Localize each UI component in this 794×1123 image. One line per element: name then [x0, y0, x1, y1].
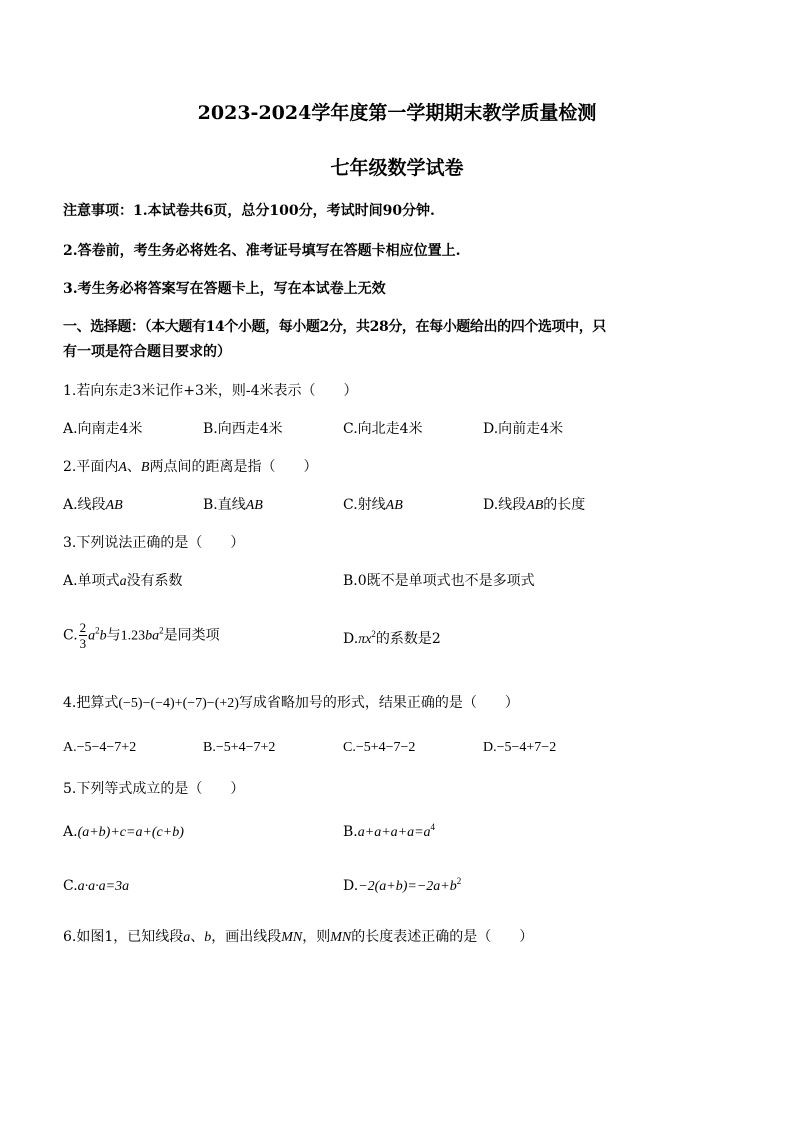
- q1-option-a: A.向南走4米: [63, 421, 143, 437]
- exam-subtitle: 七年级数学试卷: [330, 157, 464, 179]
- term-a: a: [88, 628, 96, 644]
- q4-option-d: D.−5−4+7−2: [483, 740, 557, 755]
- question-4-stem: [63, 692, 519, 712]
- note-3: 3.考生务必将答案写在答题卡上，写在本试卷上无效: [63, 281, 386, 297]
- q6-mid: ，画出线段: [211, 929, 282, 945]
- q4-stem-post: 写成省略加号的形式，结果正确的是（ ）: [238, 695, 519, 711]
- question-3-stem: 3.下列说法正确的是（ ）: [63, 535, 245, 551]
- q5-option-a-label: A.: [63, 824, 78, 840]
- exponent-2b: 2: [159, 625, 164, 636]
- q3-option-a-pre: A.单项式: [63, 573, 120, 589]
- q5-option-d-label: D.: [343, 878, 359, 894]
- q3-option-c-pre: C.: [63, 627, 78, 644]
- q3-option-c-post: 是同类项: [163, 627, 220, 644]
- exponent-2: 2: [95, 625, 100, 636]
- line-ab: AB: [245, 498, 263, 513]
- point-b-label: B: [140, 460, 150, 475]
- q2-option-c-text: C.射线: [343, 497, 386, 513]
- fraction-two-thirds: [79, 620, 88, 651]
- q1-option-c: C.向北走4米: [343, 421, 423, 437]
- question-1-stem: 1.若向东走3米记作+3米，则-4米表示（ ）: [63, 383, 358, 399]
- q3-option-d-post: 的系数是2: [375, 631, 441, 647]
- segment-ab-length: AB: [526, 498, 544, 513]
- term-b: b: [99, 628, 107, 644]
- section-heading-line2: 有一项是符合题目要求的）: [63, 344, 231, 360]
- note-1: 注意事项：1.本试卷共6页，总分100分，考试时间90分钟.: [63, 203, 435, 219]
- q6-stem-pre: 6.如图1，已知线段: [63, 929, 184, 945]
- q4-option-a: A.−5−4−7+2: [63, 740, 137, 755]
- q3-option-c-mid: 与: [106, 627, 121, 644]
- q3-option-c: [63, 620, 220, 651]
- q2-option-d: [483, 494, 585, 514]
- segment-a: a: [183, 930, 191, 945]
- q4-expression: (−5)−(−4)+(−7)−(+2): [118, 696, 239, 711]
- q3-option-d-pre: D.: [343, 631, 359, 647]
- q1-option-d: D.向前走4米: [483, 421, 564, 437]
- segment-b: b: [204, 930, 212, 945]
- q2-option-b-text: B.直线: [203, 497, 246, 513]
- q5-option-c-label: C.: [63, 878, 78, 894]
- note-2: 2.答卷前，考生务必将姓名、准考证号填写在答题卡相应位置上.: [63, 243, 461, 259]
- q6-mid2: ，则: [302, 929, 331, 945]
- exponent-4: 4: [430, 822, 436, 832]
- point-a-label: A: [118, 460, 127, 475]
- q4-stem-pre: 4.把算式: [63, 695, 119, 711]
- exponent-2c: 2: [371, 629, 376, 639]
- q5-option-c: [63, 878, 129, 895]
- q2-option-d-text: D.线段: [483, 497, 527, 513]
- fraction-numerator: 2: [79, 620, 87, 635]
- section-heading-line1: 一、选择题：（本大题有14个小题，每小题2分，共28分，在每小题给出的四个选项中，只: [63, 319, 606, 335]
- q5-option-b: [343, 824, 435, 841]
- term-ba: ba: [145, 628, 160, 644]
- segment-ab: AB: [105, 498, 123, 513]
- pi-symbol: π: [358, 632, 366, 647]
- q4-option-b: B.−5+4−7+2: [203, 740, 276, 755]
- exam-title: 2023-2024学年度第一学期期末教学质量检测: [197, 102, 597, 124]
- segment-mn: MN: [281, 930, 303, 945]
- q2-sep: 、: [126, 459, 141, 475]
- q6-stem-post: 的长度表述正确的是（ ）: [351, 929, 534, 945]
- q2-option-a-text: A.线段: [63, 497, 106, 513]
- q2-stem-post: 两点间的距离是指（ ）: [149, 459, 318, 475]
- q2-option-b: [203, 494, 263, 514]
- q2-stem-pre: 2.平面内: [63, 459, 119, 475]
- q5-option-d: [343, 878, 461, 895]
- question-2-stem: [63, 456, 317, 476]
- q3-option-b: B.0既不是单项式也不是多项式: [343, 573, 535, 589]
- q2-option-a: [63, 494, 123, 514]
- q4-option-c: C.−5+4−7−2: [343, 740, 416, 755]
- q3-option-a: [63, 570, 183, 590]
- ray-ab: AB: [385, 498, 403, 513]
- exponent-2d: 2: [456, 876, 462, 886]
- q5-option-b-expression: a+a+a+a=a: [357, 825, 431, 840]
- q1-option-b: B.向西走4米: [203, 421, 283, 437]
- q3-option-a-post: 没有系数: [126, 573, 183, 589]
- q2-option-d-tail: 的长度: [543, 497, 586, 513]
- segment-mn-ref: MN: [330, 930, 352, 945]
- fraction-denominator: 3: [79, 636, 87, 651]
- var-a: a: [119, 574, 127, 589]
- coefficient-1-23: 1.23: [120, 628, 146, 644]
- q2-option-c: [343, 494, 403, 514]
- question-6-stem: [63, 926, 533, 946]
- q6-sep: 、: [190, 929, 205, 945]
- q5-option-c-expression: a·a·a=3a: [77, 879, 130, 894]
- q5-option-a: [63, 824, 184, 841]
- q3-option-d: [343, 628, 441, 648]
- q5-option-b-label: B.: [343, 824, 358, 840]
- q5-option-a-expression: (a+b)+c=a+(c+b): [77, 825, 184, 840]
- q5-option-d-expression: −2(a+b)=−2a+b: [358, 879, 457, 894]
- question-5-stem: 5.下列等式成立的是（ ）: [63, 781, 245, 797]
- var-x: x: [365, 632, 372, 647]
